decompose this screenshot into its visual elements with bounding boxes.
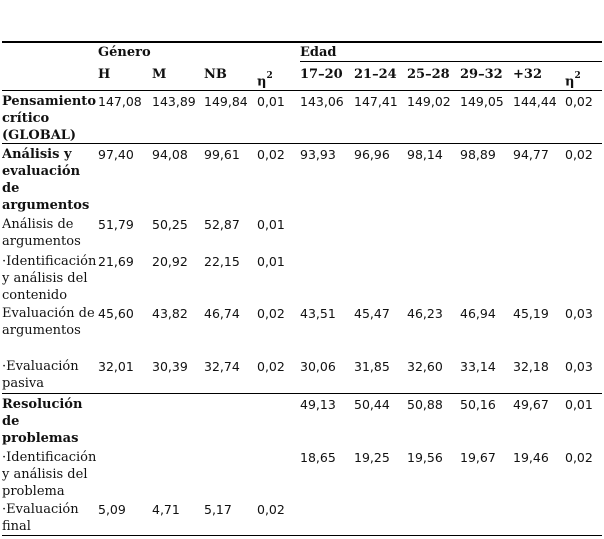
table-cell: 19,67 (460, 450, 496, 465)
table-cell: 45,47 (354, 306, 390, 321)
table-cell: 49,67 (513, 397, 549, 412)
row-label-evaluacion-argumentos: Evaluación de argumentos (2, 306, 95, 338)
table-cell: 0,02 (257, 147, 285, 162)
col-header-m: M (152, 67, 167, 82)
table-cell: 32,18 (513, 359, 549, 374)
col-header-plus32: +32 (513, 67, 542, 82)
table-cell: 50,25 (152, 217, 188, 232)
table-cell: 98,89 (460, 147, 496, 162)
table-cell: 45,60 (98, 306, 134, 321)
table-cell: 147,08 (98, 94, 142, 109)
table-cell: 19,56 (407, 450, 443, 465)
table-cell: 0,03 (565, 306, 593, 321)
table-cell: 5,17 (204, 502, 232, 517)
table-cell: 0,01 (257, 254, 285, 269)
table-cell: 0,02 (565, 94, 593, 109)
table-cell: 0,02 (565, 147, 593, 162)
row-label-analisis-evaluacion: Análisis y evaluación de argumentos (2, 147, 90, 213)
table-cell: 30,39 (152, 359, 188, 374)
col-header-17-20: 17–20 (300, 67, 343, 82)
table-cell: 149,84 (204, 94, 248, 109)
table-cell: 49,13 (300, 397, 336, 412)
table-cell: 143,89 (152, 94, 196, 109)
header-bottom-rule (2, 90, 602, 91)
row-label-identificacion-problema: ·Identificación y análisis del problema (2, 450, 97, 499)
row-label-identificacion-contenido: ·Identificación y análisis del contenido (2, 254, 97, 303)
table-cell: 32,01 (98, 359, 134, 374)
table-cell: 97,40 (98, 147, 134, 162)
table-cell: 94,77 (513, 147, 549, 162)
table-cell: 22,15 (204, 254, 240, 269)
table-cell: 46,23 (407, 306, 443, 321)
table-cell: 31,85 (354, 359, 390, 374)
table-cell: 19,46 (513, 450, 549, 465)
table-cell: 0,02 (257, 502, 285, 517)
table-cell: 99,61 (204, 147, 240, 162)
table-cell: 18,65 (300, 450, 336, 465)
table-cell: 4,71 (152, 502, 180, 517)
table-cell: 0,01 (257, 217, 285, 232)
table-cell: 50,44 (354, 397, 390, 412)
table-cell: 32,74 (204, 359, 240, 374)
table-cell: 0,03 (565, 359, 593, 374)
table-cell: 147,41 (354, 94, 398, 109)
table-cell: 149,05 (460, 94, 504, 109)
row-label-evaluacion-pasiva: ·Evaluación pasiva (2, 359, 79, 391)
table-cell: 98,14 (407, 147, 443, 162)
table-cell: 43,82 (152, 306, 188, 321)
table-cell: 0,02 (257, 359, 285, 374)
table-cell: 50,88 (407, 397, 443, 412)
table-cell: 45,19 (513, 306, 549, 321)
table-cell: 143,06 (300, 94, 344, 109)
edad-group-rule (300, 61, 602, 62)
row-label-evaluacion-final: ·Evaluación final (2, 502, 79, 534)
table-cell: 19,25 (354, 450, 390, 465)
table-cell: 0,02 (257, 306, 285, 321)
table-cell: 0,02 (565, 450, 593, 465)
row-label-analisis-argumentos: Análisis de argumentos (2, 217, 81, 249)
row-label-resolucion-problemas: Resolución de problemas (2, 397, 83, 446)
table-cell: 149,02 (407, 94, 451, 109)
table-cell: 46,74 (204, 306, 240, 321)
header-edad: Edad (300, 45, 337, 60)
col-header-eta-genero: $\eta^2$ (257, 71, 273, 90)
table-cell: 33,14 (460, 359, 496, 374)
table-cell: 52,87 (204, 217, 240, 232)
table-cell: 20,92 (152, 254, 188, 269)
table-top-rule (2, 41, 602, 43)
col-header-21-24: 21–24 (354, 67, 397, 82)
table-cell: 94,08 (152, 147, 188, 162)
table-bottom-rule (2, 535, 602, 536)
table-cell: 144,44 (513, 94, 557, 109)
table-cell: 0,01 (565, 397, 593, 412)
row-label-pensamiento-critico: Pensamiento crítico (GLOBAL) (2, 94, 96, 143)
col-header-eta-edad: $\eta^2$ (565, 71, 581, 90)
table-cell: 21,69 (98, 254, 134, 269)
col-header-29-32: 29–32 (460, 67, 503, 82)
table-cell: 30,06 (300, 359, 336, 374)
table-cell: 96,96 (354, 147, 390, 162)
table-cell: 93,93 (300, 147, 336, 162)
table-cell: 43,51 (300, 306, 336, 321)
header-genero: Género (98, 45, 151, 60)
table-cell: 51,79 (98, 217, 134, 232)
table-cell: 0,01 (257, 94, 285, 109)
row-rule-2 (2, 393, 602, 394)
col-header-25-28: 25–28 (407, 67, 450, 82)
table-cell: 46,94 (460, 306, 496, 321)
table-cell: 32,60 (407, 359, 443, 374)
table-cell: 50,16 (460, 397, 496, 412)
col-header-nb: NB (204, 67, 227, 82)
table-cell: 5,09 (98, 502, 126, 517)
col-header-h: H (98, 67, 111, 82)
